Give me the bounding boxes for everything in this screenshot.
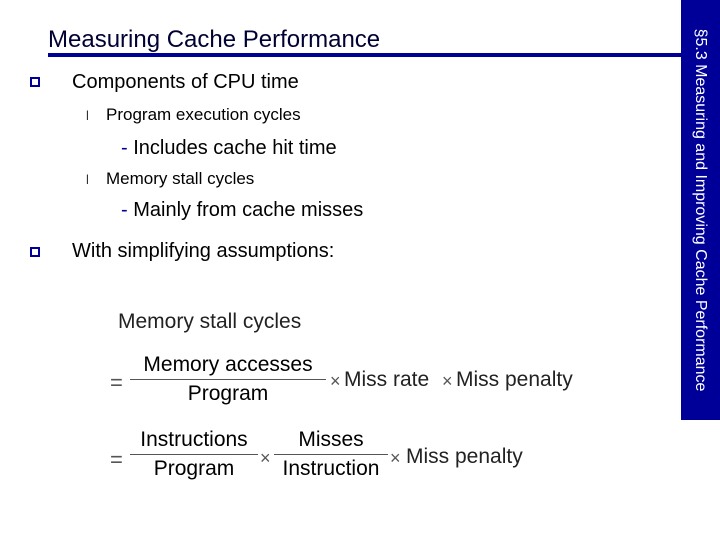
numerator: Misses bbox=[298, 428, 364, 451]
dash-icon: - bbox=[121, 137, 134, 159]
dash-icon: - bbox=[121, 199, 134, 221]
miss-penalty-term: Miss penalty bbox=[406, 445, 523, 468]
bullet-assumptions: With simplifying assumptions: bbox=[72, 240, 335, 262]
fraction-instructions-per-program bbox=[130, 428, 258, 481]
miss-penalty-term: Miss penalty bbox=[456, 368, 573, 391]
times-sign: × bbox=[442, 371, 453, 391]
square-bullet-icon bbox=[30, 77, 40, 87]
numerator: Instructions bbox=[140, 428, 248, 451]
denominator: Program bbox=[187, 382, 269, 405]
bullet-components: Components of CPU time bbox=[72, 71, 299, 93]
times-sign: × bbox=[330, 371, 341, 391]
fraction-misses-per-instruction bbox=[274, 428, 388, 481]
fraction-accesses-per-program bbox=[130, 353, 326, 406]
fraction-bar bbox=[130, 454, 258, 455]
title-underline bbox=[48, 53, 682, 57]
section-label: §5.3 Measuring and Improving Cache Performance bbox=[692, 28, 709, 392]
denominator: Program bbox=[153, 457, 235, 480]
fraction-bar bbox=[274, 454, 388, 455]
times-sign: × bbox=[260, 448, 271, 468]
equation-lhs: Memory stall cycles bbox=[118, 310, 302, 333]
numerator: Memory accesses bbox=[143, 353, 313, 376]
square-bullet-icon bbox=[30, 247, 40, 257]
page-title: Measuring Cache Performance bbox=[48, 26, 381, 53]
detail-cache-misses: - Mainly from cache misses bbox=[121, 199, 364, 221]
tick-bullet-icon: l bbox=[86, 172, 89, 187]
sub-bullet-program-execution: Program execution cycles bbox=[106, 105, 301, 124]
detail-cache-hit: - Includes cache hit time bbox=[121, 137, 337, 159]
times-sign: × bbox=[390, 448, 401, 468]
equals-sign: = bbox=[110, 370, 123, 395]
tick-bullet-icon: l bbox=[86, 108, 89, 123]
denominator: Instruction bbox=[282, 457, 380, 480]
equals-sign: = bbox=[110, 447, 123, 472]
miss-rate-term: Miss rate bbox=[344, 368, 430, 391]
sub-bullet-memory-stall: Memory stall cycles bbox=[106, 169, 255, 188]
fraction-bar bbox=[130, 379, 326, 380]
